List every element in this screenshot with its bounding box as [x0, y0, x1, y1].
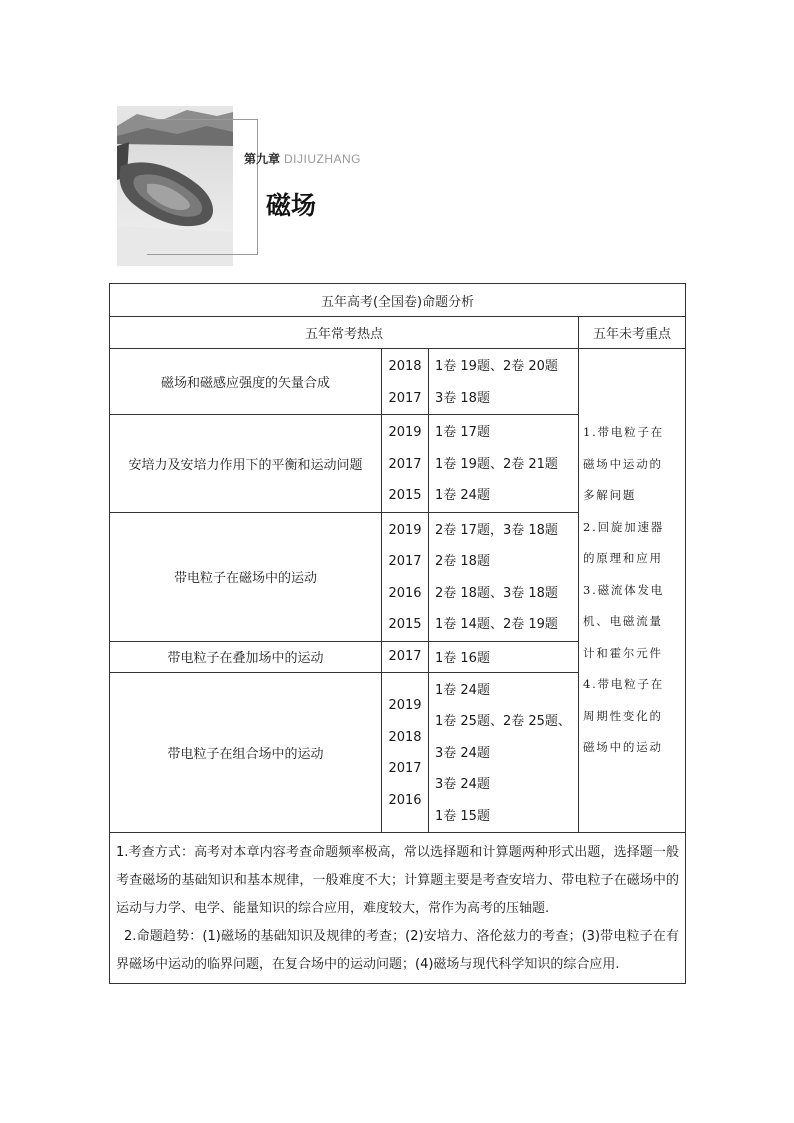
year: 2016: [388, 792, 422, 808]
chapter-number: 第九章: [244, 152, 281, 166]
paper: 1卷 15题: [435, 808, 490, 824]
year: 2017: [388, 761, 422, 777]
paper: 1卷 24题: [435, 488, 490, 503]
paper: 1卷 14题、2卷 19题: [435, 617, 558, 632]
focus-line: 机、电磁流量: [583, 614, 663, 629]
focus-cell: [579, 349, 686, 833]
table-title: 五年高考(全国卷)命题分析: [110, 284, 686, 317]
notes-cell: [110, 833, 686, 984]
focus-line: 1.带电粒子在: [583, 425, 665, 440]
year: 2016: [388, 585, 422, 601]
paper: 3卷 24题: [435, 777, 490, 792]
papers-cell: [429, 349, 579, 415]
paper: 2卷 18题、3卷 18题: [435, 585, 558, 601]
paper: 1卷 19题、2卷 21题: [435, 456, 558, 472]
years-cell: [382, 415, 429, 513]
focus-line: 3.磁流体发电: [583, 582, 665, 597]
year: 2019: [388, 425, 422, 440]
paper: 1卷 25题、2卷 25题、: [435, 714, 571, 729]
papers-cell: [429, 512, 579, 641]
year: 2019: [388, 522, 422, 538]
notes-exam-style: 1.考查方式：高考对本章内容考查命题频率极高，常以选择题和计算题两种形式出题，选择题一般考查磁场的基础知识和基本规律，一般难度不大；计算题主要是考查安培力、带电粒子在磁场中的运动与力学、电学、能量知识的综合应用，难度较大，常作为高考的压轴题.: [116, 845, 680, 916]
chapter-title: 磁场: [266, 191, 317, 220]
year: 2019: [388, 698, 422, 714]
year: 2015: [388, 617, 422, 632]
topic-cell: 磁场和磁感应强度的矢量合成: [110, 349, 382, 415]
paper: 2卷 17题，3卷 18题: [435, 522, 558, 538]
exam-analysis-table: [109, 283, 686, 984]
paper: 1卷 24题: [435, 682, 490, 698]
year: 2017: [382, 641, 429, 672]
focus-line: 2.回旋加速器: [583, 519, 665, 534]
year: 2015: [388, 488, 422, 503]
year: 2018: [388, 729, 422, 745]
papers-cell: [429, 415, 579, 513]
paper: 2卷 18题: [435, 554, 490, 569]
chapter-pinyin: DIJIUZHANG: [284, 152, 362, 166]
topic-cell: 带电粒子在磁场中的运动: [110, 512, 382, 641]
paper: 1卷 17题: [435, 425, 490, 440]
paper: 3卷 18题: [435, 390, 490, 406]
years-cell: [382, 672, 429, 833]
chapter-label: [244, 150, 361, 167]
focus-line: 的原理和应用: [583, 551, 663, 566]
year: 2017: [388, 456, 422, 472]
focus-line: 4.带电粒子在: [583, 677, 665, 692]
focus-line: 磁场中运动的: [583, 456, 663, 471]
focus-line: 计和霍尔元件: [583, 645, 663, 660]
year: 2017: [388, 390, 422, 406]
year: 2018: [388, 359, 422, 374]
topic-cell: 安培力及安培力作用下的平衡和运动问题: [110, 415, 382, 513]
papers-cell: [429, 672, 579, 833]
focus-line: 磁场中的运动: [583, 740, 663, 755]
table-row: [110, 349, 686, 415]
focus-line: 周期性变化的: [583, 708, 663, 723]
paper: 3卷 24题: [435, 745, 490, 761]
topic-cell: 带电粒子在组合场中的运动: [110, 672, 382, 833]
banner-frame: [147, 119, 258, 255]
focus-line: 多解问题: [583, 488, 637, 503]
focus-header: 五年未考重点: [579, 317, 686, 349]
years-cell: [382, 512, 429, 641]
topic-cell: 带电粒子在叠加场中的运动: [110, 641, 382, 672]
year: 2017: [388, 554, 422, 569]
paper: 1卷 16题: [429, 641, 579, 672]
notes-trend: 2.命题趋势：(1)磁场的基础知识及规律的考查；(2)安培力、洛伦兹力的考查；(3)带电粒子在有界磁场中运动的临界问题，在复合场中的运动问题；(4)磁场与现代科学知识的综合应用.: [116, 929, 680, 972]
years-cell: [382, 349, 429, 415]
paper: 1卷 19题、2卷 20题: [435, 359, 558, 374]
hotspots-header: 五年常考热点: [110, 317, 579, 349]
